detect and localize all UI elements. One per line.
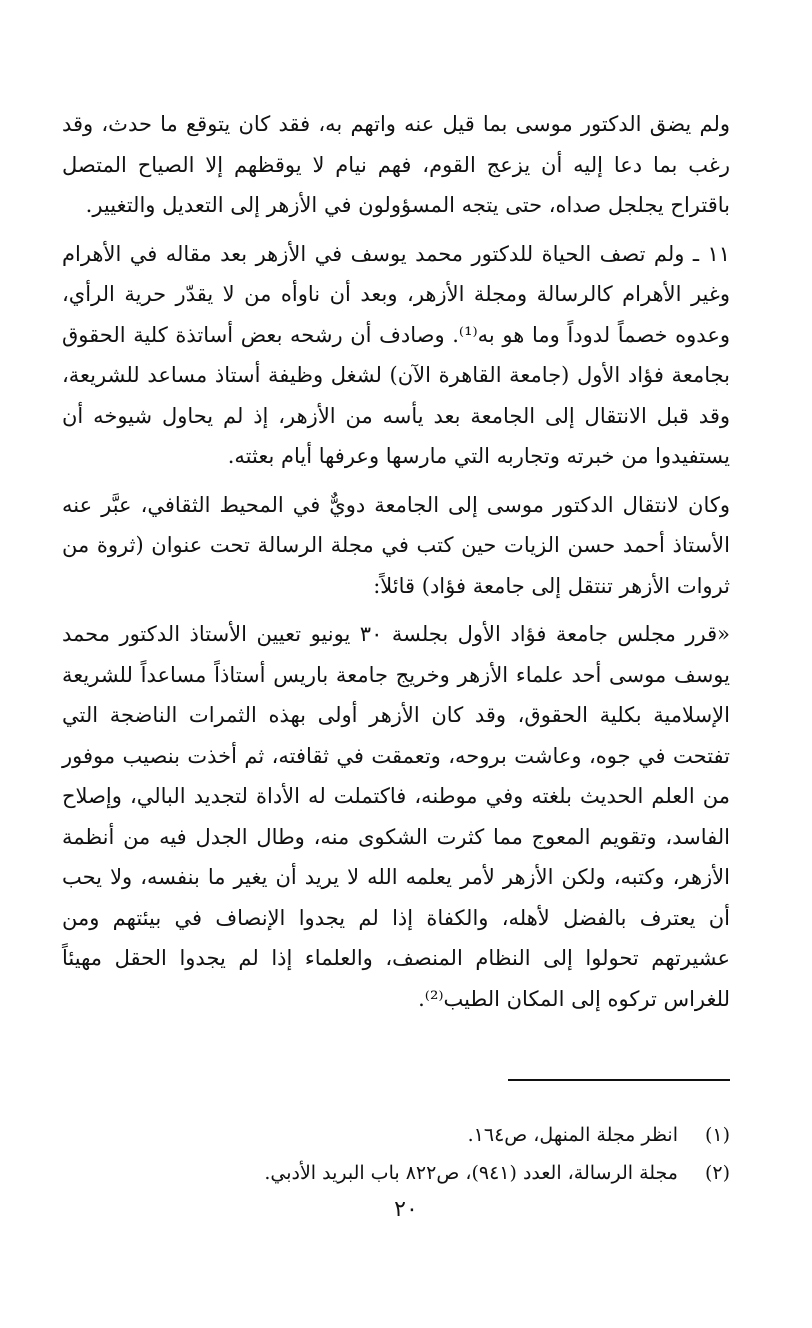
page-body [62,104,730,1019]
footnote-number: (٢) [704,1162,730,1184]
page-number: ٢٠ [394,1197,418,1222]
footnote-number: (١) [704,1124,730,1146]
paragraph-2: ١١ ـ ولم تصف الحياة للدكتور محمد يوسف في الأزهر بعد مقاله في الأهرام وغير الأهرام كالرسالة ومجلة الأزهر، وبعد أن ناوأه من لا يقدّر حرية الرأي، وعدوه خصماً لدوداً وما هو به⁽¹⁾. وصادف أن رشحه بعض أساتذة كلية الحقوق بجامعة فؤاد الأول (جامعة القاهرة الآن) لشغل وظيفة أستاذ مساعد للشريعة، وقد قبل الانتقال إلى الجامعة بعد يأسه من الأزهر، إذ لم يحاول شيوخه أن يستفيدوا من خبرته وتجاربه التي مارسها وعرفها أيام بعثته. [62,241,730,468]
footnote-text: انظر مجلة المنهل، ص١٦٤. [467,1124,678,1146]
paragraph-1: ولم يضق الدكتور موسى بما قيل عنه واتهم به، فقد كان يتوقع ما حدث، وقد رغب بما دعا إليه أن يزعج القوم، فهم نيام لا يوقظهم إلا الصياح المتصل باقتراح يجلجل صداه، حتى يتجه المسؤولون في الأزهر إلى التعديل والتغيير. [62,112,730,217]
footnotes [170,1116,730,1192]
footnote-text: مجلة الرسالة، العدد (٩٤١)، ص٨٢٢ باب البريد الأدبي. [264,1162,678,1184]
paragraph-4-quote: «قرر مجلس جامعة فؤاد الأول بجلسة ٣٠ يونيو تعيين الأستاذ الدكتور محمد يوسف موسى أحد علماء الأزهر وخريج جامعة باريس أستاذاً مساعداً للشريعة الإسلامية بكلية الحقوق، وقد كان الأزهر أولى بهذه الثمرات الناضجة التي تفتحت في جوه، وعاشت بروحه، وتعمقت في ثقافته، ثم أخذت بنصيب موفور من العلم الحديث بلغته وفي موطنه، فاكتملت له الأداة لتجديد البالي، وإصلاح الفاسد، وتقويم المعوج مما كثرت الشكوى منه، وطال الجدل فيه من أنظمة الأزهر، وكتبه، ولكن الأزهر لأمر يعلمه الله لا يريد أن يغير ما بنفسه، ولا يحب أن يعترف بالفضل لأهله، والكفاة إذا لم يجدوا الإنصاف في بيئتهم ومن عشيرتهم تحولوا إلى النظام المنصف، والعلماء إذا لم يجدوا الحقل مهيئاً للغراس تركوه إلى المكان الطيب⁽²⁾. [62,622,731,1011]
paragraph-3: وكان لانتقال الدكتور موسى إلى الجامعة دويٌّ في المحيط الثقافي، عبَّر عنه الأستاذ أحمد حسن الزيات حين كتب في مجلة الرسالة تحت عنوان (ثروة من ثروات الأزهر تنتقل إلى جامعة فؤاد) قائلاً: [62,492,730,598]
footnote-separator [508,1079,730,1081]
footnote-1 [170,1116,730,1154]
footnote-2 [170,1154,730,1192]
